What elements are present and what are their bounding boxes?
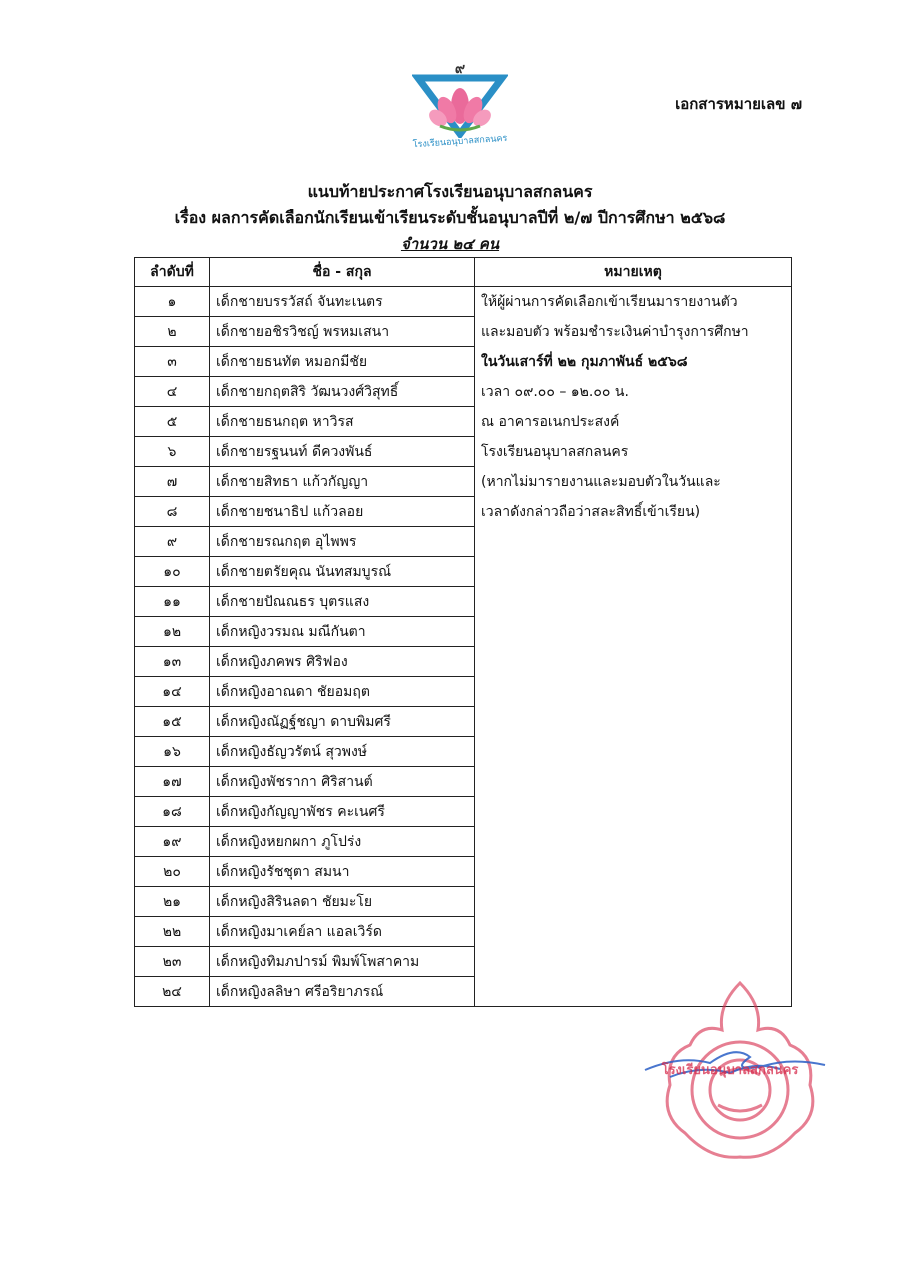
row-name: เด็กชายธนกฤต หาวิรส <box>210 407 475 437</box>
remark-line: และมอบตัว พร้อมชำระเงินค่าบำรุงการศึกษา <box>481 324 749 340</box>
remark-line: ณ อาคารอเนกประสงค์ <box>481 414 620 430</box>
logo-number: ๙ <box>454 61 466 77</box>
row-name: เด็กหญิงอาณดา ชัยอมฤต <box>210 677 475 707</box>
table-body <box>135 287 792 1007</box>
row-number: ๘ <box>135 497 210 527</box>
seal-text: โรงเรียนอนุบาลสกลนคร <box>661 1063 799 1078</box>
row-number: ๑๒ <box>135 617 210 647</box>
row-number: ๕ <box>135 407 210 437</box>
row-name: เด็กหญิงภคพร ศิริฟอง <box>210 647 475 677</box>
row-name: เด็กชายสิทธา แก้วกัญญา <box>210 467 475 497</box>
row-number: ๙ <box>135 527 210 557</box>
row-number: ๑๑ <box>135 587 210 617</box>
row-name: เด็กหญิงพัชรากา ศิริสานต์ <box>210 767 475 797</box>
header-number: ลำดับที่ <box>135 258 210 287</box>
row-number: ๑๐ <box>135 557 210 587</box>
table-row <box>135 287 792 317</box>
row-name: เด็กหญิงกัญญาพัชร คะเนศรี <box>210 797 475 827</box>
row-number: ๒๓ <box>135 947 210 977</box>
row-name: เด็กหญิงสิรินลดา ชัยมะโย <box>210 887 475 917</box>
row-number: ๑๕ <box>135 707 210 737</box>
table-header-row <box>135 258 792 287</box>
logo-school-name: โรงเรียนอนุบาลสกลนคร <box>412 133 508 151</box>
row-number: ๑ <box>135 287 210 317</box>
row-name: เด็กชายธนทัต หมอกมีชัย <box>210 347 475 377</box>
row-name: เด็กหญิงมาเคย์ลา แอลเวิร์ด <box>210 917 475 947</box>
row-number: ๒๑ <box>135 887 210 917</box>
row-number: ๑๔ <box>135 677 210 707</box>
document-number: เอกสารหมายเลข ๗ <box>675 95 802 113</box>
row-name: เด็กหญิงธัญวรัตน์ สุวพงษ์ <box>210 737 475 767</box>
row-name: เด็กชายกฤตสิริ วัฒนวงศ์วิสุทธิ์ <box>210 377 475 407</box>
row-number: ๔ <box>135 377 210 407</box>
row-name: เด็กหญิงวรมณ มณีกันตา <box>210 617 475 647</box>
row-number: ๗ <box>135 467 210 497</box>
row-number: ๑๘ <box>135 797 210 827</box>
header-remark: หมายเหตุ <box>475 258 792 287</box>
title-line-2: เรื่อง ผลการคัดเลือกนักเรียนเข้าเรียนระดับชั้นอนุบาลปีที่ ๒/๗ ปีการศึกษา ๒๕๖๘ <box>174 208 726 227</box>
row-name: เด็กชายตรัยคุณ นันทสมบูรณ์ <box>210 557 475 587</box>
school-logo <box>412 58 508 158</box>
row-number: ๑๗ <box>135 767 210 797</box>
lotus-triangle-icon <box>412 72 508 138</box>
row-name: เด็กหญิงลลิษา ศรีอริยาภรณ์ <box>210 977 475 1007</box>
row-name: เด็กหญิงทิมภปารม์ พิมพ์โพสาคาม <box>210 947 475 977</box>
remark-line: ในวันเสาร์ที่ ๒๒ กุมภาพันธ์ ๒๕๖๘ <box>481 354 688 370</box>
row-name: เด็กชายรฐนนท์ ดีควงพันธ์ <box>210 437 475 467</box>
student-table <box>134 257 792 1007</box>
remark-line: (หากไม่มารายงานและมอบตัวในวันและ <box>481 474 721 490</box>
row-name: เด็กชายรณกฤต อุไพพร <box>210 527 475 557</box>
row-number: ๑๙ <box>135 827 210 857</box>
student-count: จำนวน ๒๔ คน <box>400 235 500 253</box>
remark-line: เวลาดังกล่าวถือว่าสละสิทธิ์เข้าเรียน) <box>481 504 701 520</box>
school-seal <box>640 975 840 1170</box>
row-name: เด็กหญิงณัฏฐ์ชญา ดาบพิมศรี <box>210 707 475 737</box>
row-name: เด็กชายอชิรวิชญ์ พรหมเสนา <box>210 317 475 347</box>
row-number: ๑๖ <box>135 737 210 767</box>
row-name: เด็กชายชนาธิป แก้วลอย <box>210 497 475 527</box>
row-name: เด็กชายปัณณธร บุตรแสง <box>210 587 475 617</box>
row-number: ๒๒ <box>135 917 210 947</box>
remark-line: เวลา ๐๙.๐๐ – ๑๒.๐๐ น. <box>481 384 629 400</box>
row-number: ๑๓ <box>135 647 210 677</box>
title-line-1: แนบท้ายประกาศโรงเรียนอนุบาลสกลนคร <box>307 182 593 201</box>
remark-line: ให้ผู้ผ่านการคัดเลือกเข้าเรียนมารายงานตัว <box>481 294 738 310</box>
remark-cell <box>475 287 792 1007</box>
row-number: ๖ <box>135 437 210 467</box>
row-name: เด็กหญิงหยกผกา ภูโปร่ง <box>210 827 475 857</box>
row-number: ๓ <box>135 347 210 377</box>
row-name: เด็กชายบรรวัสถ์ จันทะเนตร <box>210 287 475 317</box>
row-number: ๒ <box>135 317 210 347</box>
row-number: ๒๔ <box>135 977 210 1007</box>
row-number: ๒๐ <box>135 857 210 887</box>
header-name: ชื่อ - สกุล <box>210 258 475 287</box>
row-name: เด็กหญิงรัชชุตา สมนา <box>210 857 475 887</box>
remark-line: โรงเรียนอนุบาลสกลนคร <box>481 444 629 460</box>
